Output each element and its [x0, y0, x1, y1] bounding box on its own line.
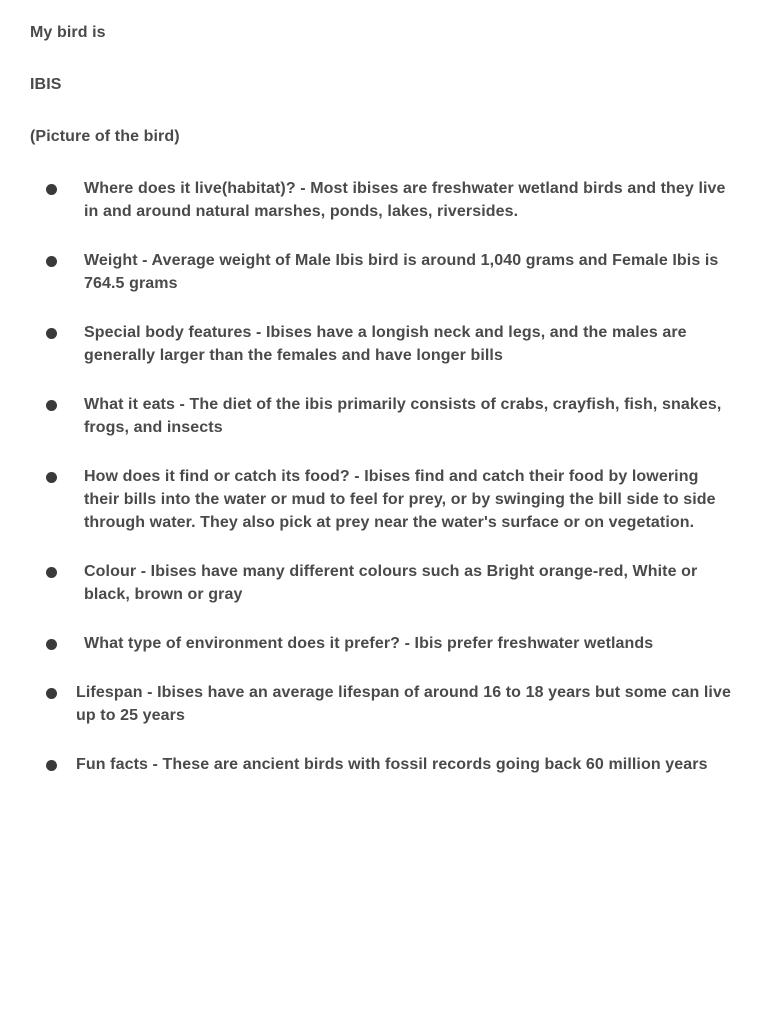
list-item	[30, 465, 738, 534]
list-item	[30, 393, 738, 439]
bullet-icon	[46, 400, 57, 411]
bird-name: IBIS	[30, 76, 62, 93]
list-item	[30, 321, 738, 367]
fact-text: Colour - Ibises have many different colours such as Bright orange-red, White or black, brown or gray	[84, 563, 698, 603]
list-item	[30, 249, 738, 295]
bullet-icon	[46, 567, 57, 578]
picture-placeholder: (Picture of the bird)	[30, 128, 180, 145]
list-item	[30, 681, 738, 727]
bullet-icon	[46, 328, 57, 339]
list-item	[30, 753, 738, 776]
intro-line: My bird is	[30, 24, 106, 41]
fact-text: What type of environment does it prefer? - Ibis prefer freshwater wetlands	[84, 635, 654, 652]
list-item	[30, 560, 738, 606]
bullet-icon	[46, 760, 57, 771]
facts-list	[30, 177, 738, 776]
fact-text: Lifespan - Ibises have an average lifespan of around 16 to 18 years but some can live up to 25 years	[76, 684, 731, 724]
bullet-icon	[46, 472, 57, 483]
list-item	[30, 177, 738, 223]
fact-text: Fun facts - These are ancient birds with fossil records going back 60 million years	[76, 756, 708, 773]
list-item	[30, 632, 738, 655]
bullet-icon	[46, 639, 57, 650]
fact-text: Special body features - Ibises have a longish neck and legs, and the males are generally larger than the females and have longer bills	[84, 324, 687, 364]
fact-text: How does it find or catch its food? - Ibises find and catch their food by lowering their bills into the water or mud to feel for prey, or by swinging the bill side to side through water. They also pick at prey near the water's surface or on vegetation.	[84, 468, 716, 531]
bullet-icon	[46, 688, 57, 699]
bullet-icon	[46, 184, 57, 195]
fact-text: Weight - Average weight of Male Ibis bird is around 1,040 grams and Female Ibis is 764.5 grams	[84, 252, 719, 292]
fact-text: Where does it live(habitat)? - Most ibises are freshwater wetland birds and they live in and around natural marshes, ponds, lakes, riversides.	[84, 180, 726, 220]
bullet-icon	[46, 256, 57, 267]
fact-text: What it eats - The diet of the ibis primarily consists of crabs, crayfish, fish, snakes, frogs, and insects	[84, 396, 722, 436]
